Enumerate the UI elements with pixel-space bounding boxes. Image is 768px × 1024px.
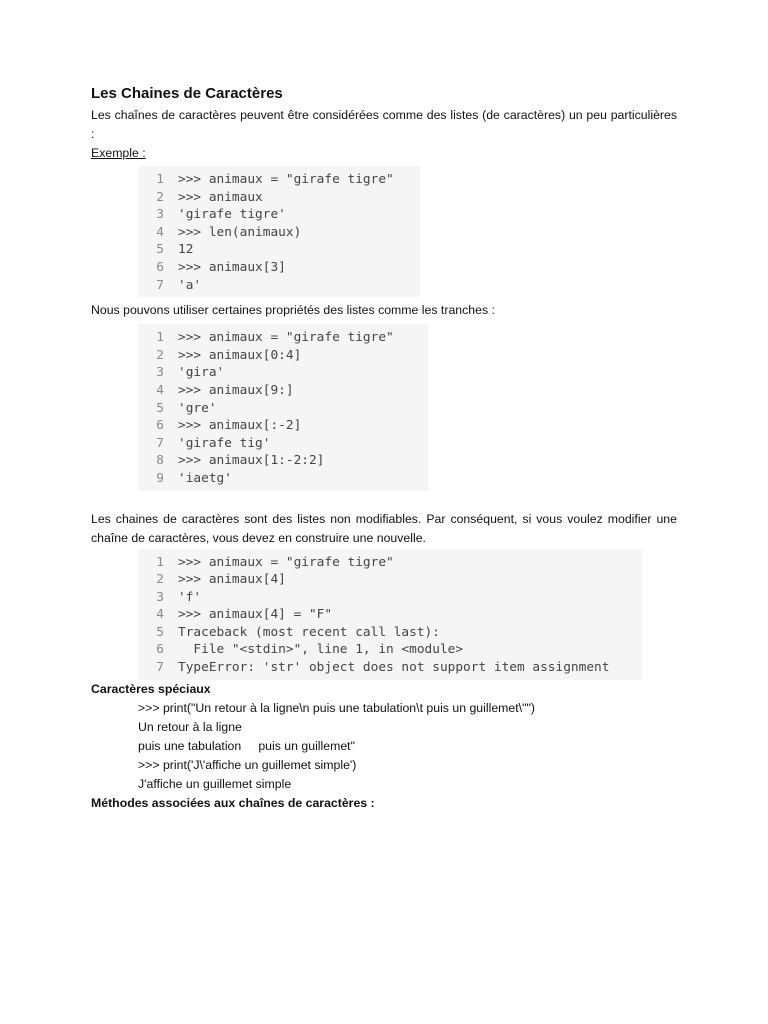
line-number: 1 xyxy=(156,554,164,570)
code-text: >>> animaux[3] xyxy=(178,259,286,275)
line-number: 4 xyxy=(156,607,164,623)
line-number: 7 xyxy=(156,660,164,676)
code-line xyxy=(138,659,642,677)
line-number: 7 xyxy=(156,277,164,293)
code-text: 'girafe tig' xyxy=(178,435,271,451)
line-number: 2 xyxy=(156,347,164,363)
code-text: 12 xyxy=(178,242,194,258)
code-line xyxy=(138,189,420,207)
code-line xyxy=(138,329,428,347)
code-line xyxy=(138,364,428,382)
code-line xyxy=(138,347,428,365)
code-text: >>> len(animaux) xyxy=(178,224,302,240)
special-line: puis une tabulation puis un guillemet" xyxy=(138,738,355,753)
code-line xyxy=(138,589,642,607)
code-line xyxy=(138,259,420,277)
code-line xyxy=(138,400,428,418)
code-text: 'iaetg' xyxy=(178,470,232,486)
code-line xyxy=(138,452,428,470)
line-number: 4 xyxy=(156,224,164,240)
special-line: >>> print("Un retour à la ligne\n puis une tabulation\t puis un guillemet\"") xyxy=(138,700,535,715)
code-text: 'a' xyxy=(178,277,202,293)
code-text: >>> animaux[1:-2:2] xyxy=(178,453,325,469)
line-number: 5 xyxy=(156,242,164,258)
code-text: >>> animaux = "girafe tigre" xyxy=(178,330,394,346)
immutable-paragraph: Les chaines de caractères sont des listes non modifiables. Par conséquent, si vous voulez modifier une chaîne de caractères, vous devez en construire une nouvelle. xyxy=(91,511,677,545)
line-number: 6 xyxy=(156,418,164,434)
code-line xyxy=(138,277,420,295)
code-text: TypeError: 'str' object does not support item assignment xyxy=(178,660,610,676)
code-text: >>> animaux = "girafe tigre" xyxy=(178,172,394,187)
line-number: 1 xyxy=(156,172,164,187)
code-line xyxy=(138,206,420,224)
special-chars-examples xyxy=(91,699,677,794)
code-line xyxy=(138,417,428,435)
code-text: >>> animaux[4] xyxy=(178,572,286,588)
code-line xyxy=(138,470,428,488)
code-line xyxy=(138,171,420,189)
intro-paragraph: Les chaînes de caractères peuvent être considérées comme des listes (de caractères) un peu particulières : xyxy=(91,108,677,141)
code-line xyxy=(138,641,642,659)
code-line xyxy=(138,606,642,624)
line-number: 1 xyxy=(156,330,164,346)
code-line xyxy=(138,224,420,242)
line-number: 8 xyxy=(156,453,164,469)
line-number: 2 xyxy=(156,572,164,588)
special-chars-title: Caractères spéciaux xyxy=(91,681,211,696)
line-number: 5 xyxy=(156,400,164,416)
code-text: >>> animaux xyxy=(178,189,263,205)
code-text: >>> animaux = "girafe tigre" xyxy=(178,554,394,570)
code-text: >>> animaux[:-2] xyxy=(178,418,302,434)
code-block-3 xyxy=(138,549,642,680)
code-text: 'f' xyxy=(178,589,202,605)
special-line: Un retour à la ligne xyxy=(138,719,242,734)
slices-paragraph: Nous pouvons utiliser certaines propriétés des listes comme les tranches : xyxy=(91,303,495,318)
line-number: 6 xyxy=(156,259,164,275)
line-number: 3 xyxy=(156,365,164,381)
example-label: Exemple : xyxy=(91,146,146,160)
code-line xyxy=(138,435,428,453)
code-block-2 xyxy=(138,324,428,490)
line-number: 5 xyxy=(156,624,164,640)
code-line xyxy=(138,241,420,259)
special-line: >>> print('J\'affiche un guillemet simple') xyxy=(138,757,357,772)
code-text: 'gira' xyxy=(178,365,225,381)
code-text: >>> animaux[9:] xyxy=(178,382,294,398)
methods-title: Méthodes associées aux chaînes de caractères : xyxy=(91,795,375,810)
code-text: Traceback (most recent call last): xyxy=(178,624,440,640)
line-number: 3 xyxy=(156,207,164,223)
special-line: J'affiche un guillemet simple xyxy=(138,776,292,791)
line-number: 7 xyxy=(156,435,164,451)
code-line xyxy=(138,554,642,572)
code-line xyxy=(138,382,428,400)
code-text: 'girafe tigre' xyxy=(178,207,286,223)
document-page xyxy=(91,85,677,813)
line-number: 9 xyxy=(156,470,164,486)
line-number: 4 xyxy=(156,382,164,398)
code-text: File "<stdin>", line 1, in <module> xyxy=(178,642,464,658)
line-number: 6 xyxy=(156,642,164,658)
code-line xyxy=(138,571,642,589)
code-text: >>> animaux[4] = "F" xyxy=(178,607,333,623)
code-text: >>> animaux[0:4] xyxy=(178,347,302,363)
line-number: 3 xyxy=(156,589,164,605)
code-text: 'gre' xyxy=(178,400,217,416)
section-title: Les Chaines de Caractères xyxy=(91,85,283,102)
line-number: 2 xyxy=(156,189,164,205)
code-line xyxy=(138,624,642,642)
code-block-1 xyxy=(138,166,420,297)
